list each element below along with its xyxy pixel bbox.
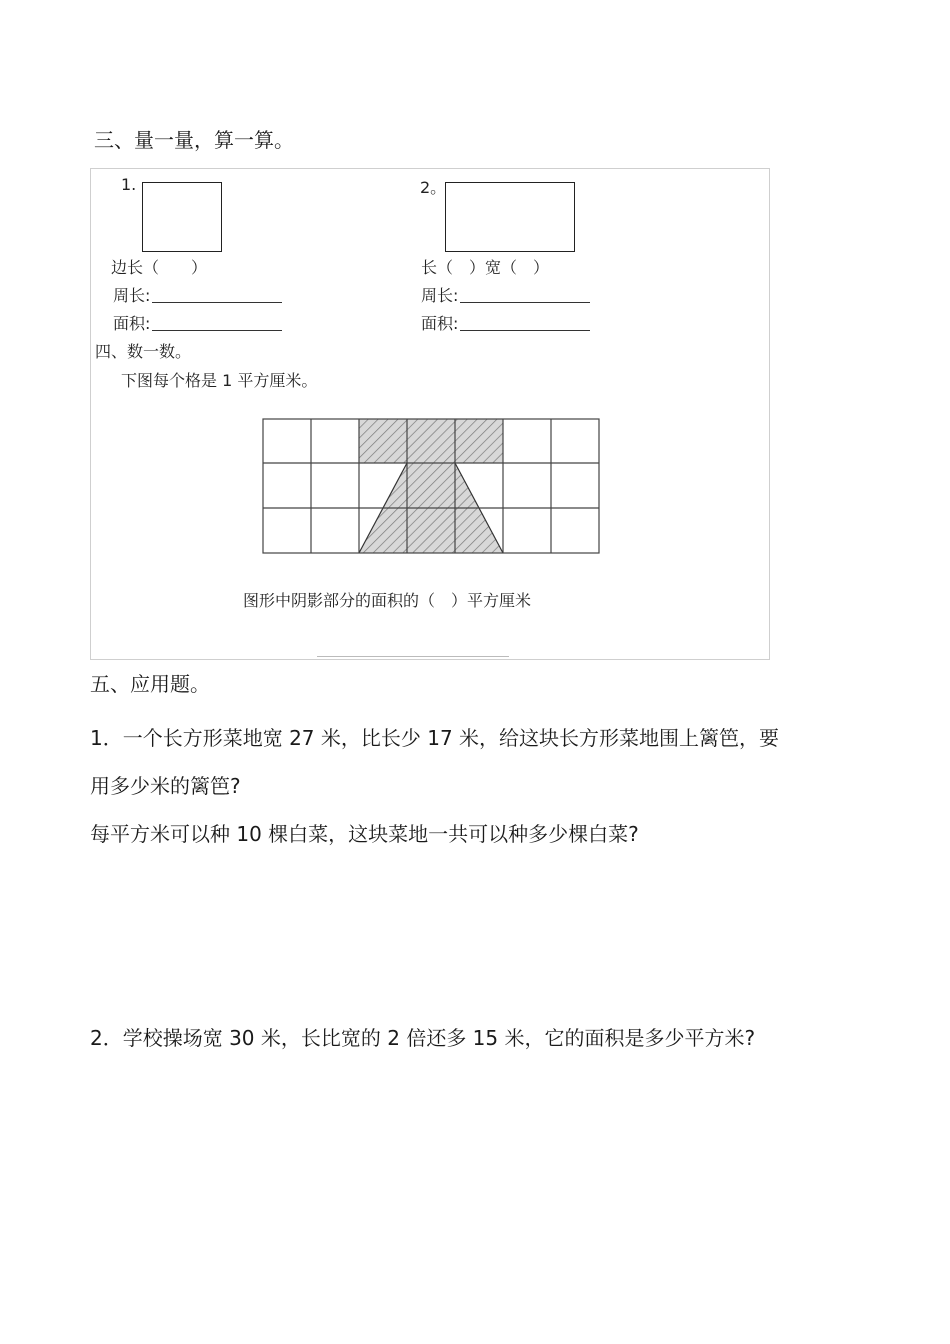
problem-1-line-1: 1．一个长方形菜地宽 27 米，比长少 17 米，给这块长方形菜地围上篱笆，要 [90,726,780,750]
problem-1-line-3: 每平方米可以种 10 棵白菜，这块菜地一共可以种多少棵白菜? [90,822,639,846]
section-3-title: 三、量一量，算一算。 [94,128,294,152]
worksheet-figure-panel [90,168,770,660]
q2-area-blank[interactable] [460,314,590,331]
q2-perimeter-row [421,283,590,306]
panel-bottom-rule [317,656,509,657]
q2-perimeter-label: 周长: [421,286,459,305]
q1-number: 1. [121,175,137,194]
q2-length-width-label: 长（ ）宽（ ） [421,258,550,277]
section-4-hint: 下图每个格是 1 平方厘米。 [121,371,318,390]
q1-side-label: 边长（ ） [111,258,208,277]
problem-1-line-2: 用多少米的篱笆? [90,774,241,798]
q1-perimeter-blank[interactable] [152,286,282,303]
shaded-grid-figure [261,417,601,557]
q2-area-label: 面积: [421,314,459,333]
section-4-title: 四、数一数。 [95,342,192,361]
q2-perimeter-blank[interactable] [460,286,590,303]
q1-area-row [113,311,282,334]
q1-area-label: 面积: [113,314,151,333]
q1-perimeter-label: 周长: [113,286,151,305]
section-5-title: 五、应用题。 [90,672,210,696]
problem-2: 2．学校操场宽 30 米，长比宽的 2 倍还多 15 米，它的面积是多少平方米? [90,1026,756,1050]
q1-area-blank[interactable] [152,314,282,331]
shaded-top-cells [359,419,503,463]
q1-perimeter-row [113,283,282,306]
section-4-question: 图形中阴影部分的面积的（ ）平方厘米 [243,591,532,610]
q1-square [142,182,222,252]
q2-area-row [421,311,590,334]
q2-rectangle [445,182,575,252]
q2-number: 2。 [420,178,447,197]
